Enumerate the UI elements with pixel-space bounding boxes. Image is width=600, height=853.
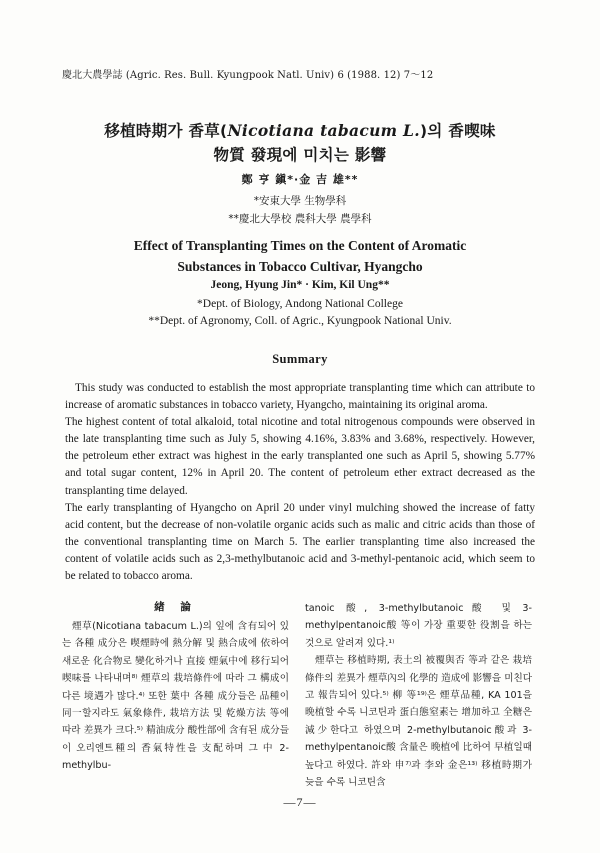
korean-title-pre: 移植時期가 香草( bbox=[104, 122, 228, 140]
journal-reference: 慶北大農學誌 (Agric. Res. Bull. Kyungpook Natl. Univ) 6 (1988. 12) 7～12 bbox=[62, 70, 434, 81]
english-title-line-1: Effect of Transplanting Times on the Content of Aromatic bbox=[133, 238, 467, 253]
introduction-heading: 緖 論 bbox=[154, 601, 197, 613]
page-number: —7— bbox=[283, 795, 317, 809]
korean-title-line-1 bbox=[0, 119, 600, 141]
korean-affiliation-2: **慶北大學校 農科大學 農學科 bbox=[228, 213, 372, 225]
summary-paragraph-1: This study was conducted to establish the most appropriate transplanting time which can attribute to increase of aromatic substances in tobacco variety, Hyangcho, maintaining its original aroma. bbox=[65, 382, 535, 412]
english-affiliation-1: *Dept. of Biology, Andong National College bbox=[197, 298, 403, 310]
korean-title-post: )의 香喫味 bbox=[419, 122, 496, 140]
korean-authors: 鄭 亨 鎭*·金 吉 雄** bbox=[241, 173, 359, 186]
right-column-paragraph-2: 煙草는 移植時期, 表土의 被覆與否 等과 같은 栽培條件의 差異가 煙草內의 化學的 造成에 影響을 미친다고 報告되어 있다.⁵⁾ 柳 等¹⁹⁾은 煙草品種, KA 101을 晩植할 수록 니코틴과 蛋白態窒素는 增加하고 全糖은 減少한다고 하였으며 2-methylbutanoic酸과 3-methylpentanoic酸 含量은 晩植에 比하여 早植일때 높다고 하였다. 許와 申⁷⁾과 李와 金은¹³⁾ 移植時期가 늦을 수록 니코틴含 bbox=[305, 655, 532, 789]
species-name: Nicotiana tabacum L. bbox=[227, 121, 420, 140]
right-column-paragraph-1: tanoic 酸, 3-methylbutanoic酸 및 3-methylpentanoic酸 等이 가장 重要한 役割을 하는 것으로 알려져 있다.¹⁾ bbox=[305, 603, 532, 649]
left-column bbox=[62, 618, 289, 775]
summary-paragraph-3: The early transplanting of Hyangcho on April 20 under vinyl mulching showed the increase of fatty acid content, but the decrease of non-volatile organic acids such as malic and citric acids than those of the conventional transplanting time on March 5. The earlier transplanting time also increased the content of volatile acids such as 2,3-methylbutanoic acid and 3-methyl-pentanoic acid, which seem to be related to tobacco aroma. bbox=[65, 501, 535, 583]
korean-affiliation-1: *安東大學 生物學科 bbox=[253, 195, 347, 207]
left-column-text: 煙草(Nicotiana tabacum L.)의 잎에 含有되어 있는 各種 成分은 喫煙時에 熱分解 및 熱合成에 依하여 새로운 化合物로 變化하거나 直接 煙氣中에 移行되어 喫味를 나타내며⁸⁾ 煙草의 栽培條件에 따라 그 構成이 다른 境遇가 많다.⁴⁾ 또한 葉中 各種 成分들은 品種이 同一할지라도 氣象條件, 栽培方法 및 乾燥方法 等에 따라 差異가 크다.⁵⁾ 精油成分 酸性部에 含有된 成分들이 오리엔트種의 香氣特性을 支配하며 그 中 2-methylbu- bbox=[62, 621, 289, 772]
english-authors: Jeong, Hyung Jin* · Kim, Kil Ung** bbox=[210, 279, 390, 291]
summary-heading: Summary bbox=[272, 352, 328, 366]
english-title-line-2: Substances in Tobacco Cultivar, Hyangcho bbox=[177, 259, 423, 274]
summary-paragraph-2: The highest content of total alkaloid, total nicotine and total nitrogenous compounds were observed in the late transplanting time such as July 5, showing 4.16%, 3.83% and 3.68%, respectively. However, the petroleum ether extract was highest in the early transplanted one such as April 5, showing 5.77% and total sugar content, 12% in April 20. The content of petroleum ether extract decreased as the transplanting time delayed. bbox=[65, 416, 535, 497]
summary-body bbox=[65, 380, 535, 585]
right-column bbox=[305, 600, 532, 791]
korean-title-line-2: 物質 發現에 미치는 影響 bbox=[213, 146, 387, 164]
english-affiliation-2: **Dept. of Agronomy, Coll. of Agric., Kyungpook National Univ. bbox=[148, 315, 452, 327]
